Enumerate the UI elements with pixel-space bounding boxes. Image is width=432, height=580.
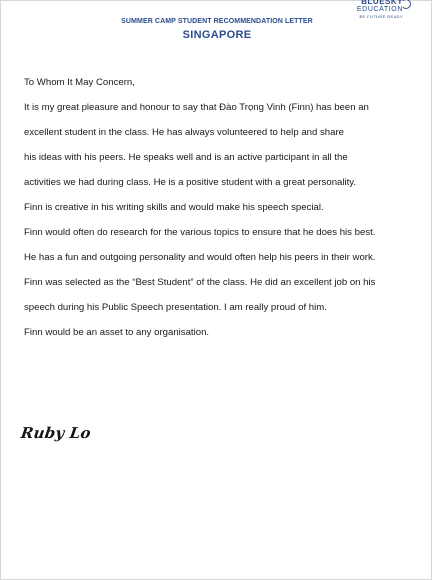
letter-body — [24, 74, 424, 349]
letter-line: He has a fun and outgoing personality and would often help his peers in their work. — [24, 252, 376, 263]
logo-brand: BLUESKY — [361, 0, 403, 6]
closing-line: Finn would be an asset to any organisation. — [24, 327, 210, 338]
letter-line: excellent student in the class. He has always volunteered to help and share — [24, 127, 344, 138]
letter-line: Finn was selected as the “Best Student” of the class. He did an excellent job on his — [24, 277, 376, 288]
salutation: To Whom It May Concern, — [24, 77, 135, 88]
letter-line: speech during his Public Speech presentation. I am really proud of him. — [24, 302, 327, 313]
letter-line: Finn would often do research for the various topics to ensure that he does his best. — [24, 227, 376, 238]
bluesky-education-logo — [345, 0, 405, 19]
letter-line: It is my great pleasure and honour to say that Đào Trọng Vinh (Finn) has been an — [24, 102, 369, 113]
logo-subtitle: EDUCATION — [356, 6, 403, 13]
signature: Ruby Lo — [19, 424, 93, 442]
logo-tagline: BE FUTURE READY — [359, 14, 403, 19]
letter-line: activities we had during class. He is a positive student with a great personality. — [24, 177, 357, 188]
letter-line: Finn is creative in his writing skills and would make his speech special. — [24, 202, 324, 213]
letter-title: SUMMER CAMP STUDENT RECOMMENDATION LETTER — [121, 18, 313, 25]
letter-line: his ideas with his peers. He speaks well and is an active participant in all the — [24, 152, 348, 163]
letter-location: SINGAPORE — [182, 29, 252, 41]
